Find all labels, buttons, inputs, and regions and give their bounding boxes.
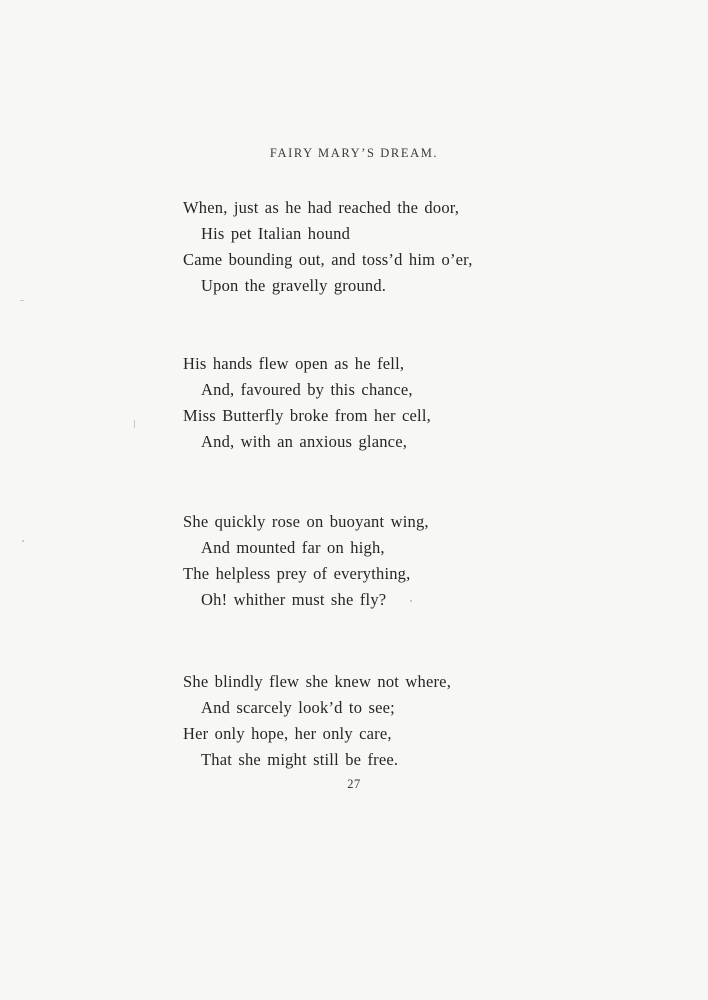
poem-line: Came bounding out, and toss’d him o’er,	[183, 250, 473, 269]
poem-line: Oh! whither must she fly?	[201, 590, 387, 609]
poem-line: When, just as he had reached the door,	[183, 198, 460, 217]
poem-line: And, favoured by this chance,	[201, 380, 413, 399]
paper-speck	[134, 420, 135, 428]
paper-speck	[20, 300, 24, 301]
poem-line: And mounted far on high,	[201, 538, 385, 557]
poem-line: That she might still be free.	[201, 750, 399, 769]
page-number: 27	[347, 777, 361, 791]
poem-line: And, with an anxious glance,	[201, 432, 408, 451]
poem-line: She quickly rose on buoyant wing,	[183, 512, 429, 531]
paper-speck	[22, 540, 24, 542]
poem-line: The helpless prey of everything,	[183, 564, 411, 583]
paper-speck	[410, 600, 412, 602]
poem-line: Upon the gravelly ground.	[201, 276, 387, 295]
poem-line: And scarcely look’d to see;	[201, 698, 395, 717]
poem-line: His pet Italian hound	[201, 224, 351, 243]
poem-line: Miss Butterfly broke from her cell,	[183, 406, 431, 425]
poem-line: Her only hope, her only care,	[183, 724, 392, 743]
poem-line: His hands flew open as he fell,	[183, 354, 405, 373]
running-header: FAIRY MARY’S DREAM.	[269, 146, 439, 160]
poem-line: She blindly flew she knew not where,	[183, 672, 452, 691]
